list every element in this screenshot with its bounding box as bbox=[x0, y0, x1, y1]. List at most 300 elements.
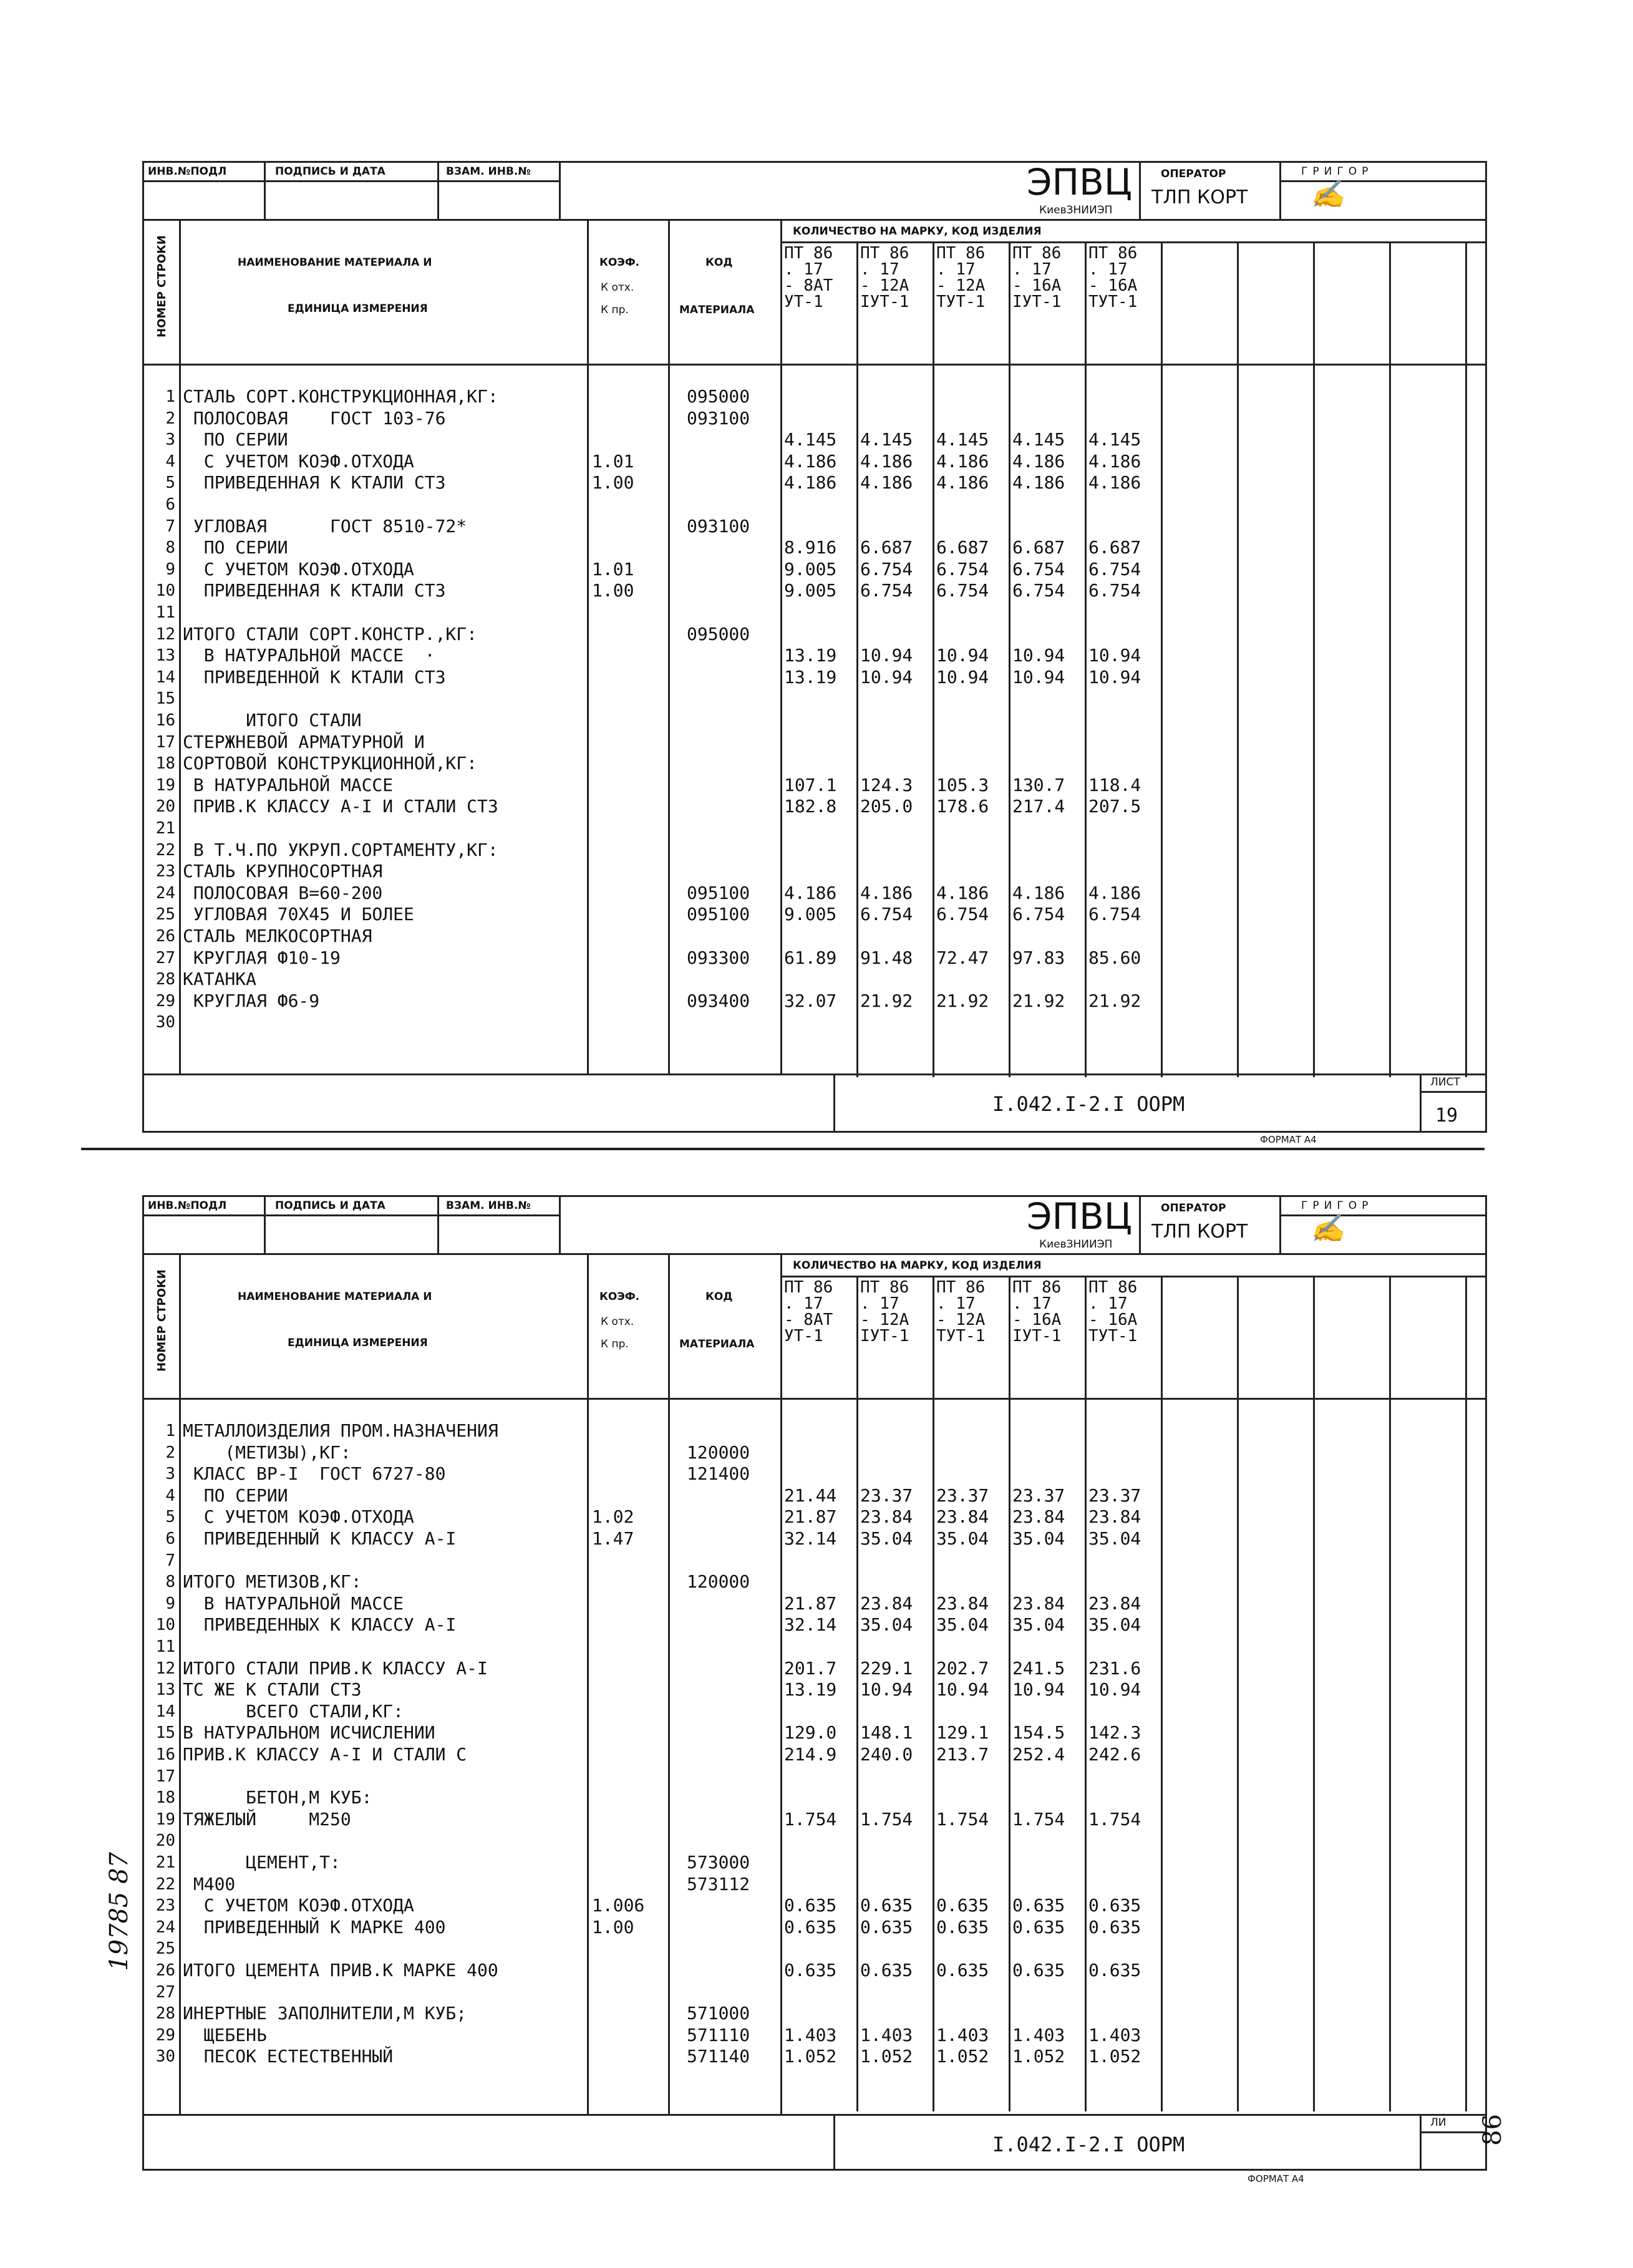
material-name: ПО СЕРИИ bbox=[183, 537, 288, 558]
quantity-cell: 6.754 bbox=[860, 904, 913, 924]
row-number: 6 bbox=[165, 1529, 175, 1548]
data-rows-2 bbox=[144, 1420, 1485, 2094]
material-header-1: НАИМЕНОВАНИЕ МАТЕРИАЛА И bbox=[238, 256, 432, 269]
material-code: 093300 bbox=[687, 947, 750, 968]
material-header-2: ЕДИНИЦА ИЗМЕРЕНИЯ bbox=[288, 303, 428, 315]
quantity-cell: 1.754 bbox=[1012, 1809, 1065, 1829]
document-number-2: I.042.I-2.I ООРМ bbox=[992, 2133, 1185, 2156]
coef-header-2b: К отх. bbox=[601, 1316, 634, 1328]
material-name: ИНЕРТНЫЕ ЗАПОЛНИТЕЛИ,М КУБ; bbox=[183, 2003, 467, 2023]
quantity-cell: 148.1 bbox=[860, 1722, 913, 1743]
org-stamp bbox=[1027, 163, 1485, 219]
quantity-cell: 4.186 bbox=[1088, 472, 1141, 493]
quantity-cell: 252.4 bbox=[1012, 1744, 1065, 1765]
quantity-cell: 23.84 bbox=[1088, 1506, 1141, 1527]
quantity-cell: 4.145 bbox=[1088, 429, 1141, 450]
row-number: 28 bbox=[155, 2004, 175, 2023]
quantity-cell: 10.94 bbox=[936, 667, 989, 687]
quantity-cell: 178.6 bbox=[936, 796, 989, 817]
mark-header-line: ПТ 86 bbox=[936, 244, 986, 263]
inv-podl-label-2: ИНВ.№ПОДЛ bbox=[148, 1199, 227, 1212]
vzam-inv-label: ВЗАМ. ИНВ.№ bbox=[446, 165, 531, 178]
material-name: СТАЛЬ СОРТ.КОНСТРУКЦИОННАЯ,КГ: bbox=[183, 386, 498, 407]
quantity-cell: 242.6 bbox=[1088, 1744, 1141, 1765]
material-name: СТАЛЬ МЕЛКОСОРТНАЯ bbox=[183, 926, 372, 946]
material-name: СТАЛЬ КРУПНОСОРТНАЯ bbox=[183, 861, 383, 881]
material-name: ПРИВ.К КЛАССУ А-I И СТАЛИ С bbox=[183, 1744, 467, 1765]
material-name: М400 bbox=[183, 1874, 236, 1894]
row-number: 29 bbox=[155, 992, 175, 1010]
quantity-cell: 4.186 bbox=[936, 472, 989, 493]
mark-header-line: - 12А bbox=[860, 1311, 909, 1329]
material-code: 095100 bbox=[687, 883, 750, 903]
mark-header-line: ПТ 86 bbox=[1088, 244, 1138, 263]
mark-header-line: ТУТ-1 bbox=[936, 293, 986, 311]
material-name: ИТОГО СТАЛИ СОРТ.КОНСТР.,КГ: bbox=[183, 624, 478, 644]
quantity-cell: 1.052 bbox=[936, 2046, 989, 2067]
quantity-cell: 21.92 bbox=[860, 991, 913, 1011]
material-name: ПРИВЕДЕННЫХ К КЛАССУ А-I bbox=[183, 1614, 457, 1635]
row-number: 23 bbox=[155, 1896, 175, 1915]
quantity-cell: 1.754 bbox=[784, 1809, 837, 1829]
code-header-2: МАТЕРИАЛА bbox=[679, 304, 755, 316]
quantity-cell: 23.84 bbox=[860, 1593, 913, 1614]
row-number: 27 bbox=[155, 949, 175, 967]
material-code: 121400 bbox=[687, 1463, 750, 1484]
quantity-cell: 21.92 bbox=[1088, 991, 1141, 1011]
coefficient: 1.01 bbox=[592, 559, 634, 579]
quantity-cell: 9.005 bbox=[784, 559, 837, 579]
material-name: В НАТУРАЛЬНОЙ МАССЕ · bbox=[183, 645, 435, 666]
quantity-cell: 118.4 bbox=[1088, 775, 1141, 795]
quantity-cell: 1.403 bbox=[1088, 2025, 1141, 2045]
row-number: 3 bbox=[165, 430, 175, 449]
row-number: 20 bbox=[155, 797, 175, 816]
quantity-cell: 9.005 bbox=[784, 904, 837, 924]
quantity-cell: 6.754 bbox=[936, 904, 989, 924]
row-number: 24 bbox=[155, 884, 175, 903]
material-name: В НАТУРАЛЬНОЙ МАССЕ bbox=[183, 1593, 404, 1614]
mark-header-line: ПТ 86 bbox=[1088, 1278, 1138, 1297]
row-number: 9 bbox=[165, 560, 175, 579]
quantity-cell: 23.84 bbox=[936, 1506, 989, 1527]
coefficient: 1.00 bbox=[592, 1917, 634, 1937]
marks-header-2 bbox=[780, 1276, 1485, 1382]
quantity-cell: 6.687 bbox=[1012, 537, 1065, 558]
mark-header-line: - 12А bbox=[936, 1311, 986, 1329]
material-name: ИТОГО СТАЛИ bbox=[183, 710, 362, 730]
mark-header-line: ПТ 86 bbox=[860, 1278, 909, 1297]
quantity-cell: 21.87 bbox=[784, 1506, 837, 1527]
quantity-cell: 142.3 bbox=[1088, 1722, 1141, 1743]
mark-header-line: - 16А bbox=[1088, 1311, 1138, 1329]
quantity-cell: 35.04 bbox=[860, 1614, 913, 1635]
quantity-cell: 0.635 bbox=[784, 1895, 837, 1916]
row-number: 17 bbox=[155, 1767, 175, 1786]
material-name: ИТОГО СТАЛИ ПРИВ.К КЛАССУ А-I bbox=[183, 1658, 488, 1679]
operator-label-2: ОПЕРАТОР bbox=[1161, 1202, 1226, 1214]
row-number: 1 bbox=[165, 387, 175, 406]
row-number: 4 bbox=[165, 452, 175, 471]
grigor-label-2: ГРИГОР bbox=[1301, 1199, 1374, 1212]
mark-header-line: ПТ 86 bbox=[1012, 1278, 1062, 1297]
quantity-cell: 35.04 bbox=[1088, 1614, 1141, 1635]
row-number: 6 bbox=[165, 495, 175, 514]
material-code: 573112 bbox=[687, 1874, 750, 1894]
material-name: ПРИВЕДЕННОЙ К КТАЛИ СТЗ bbox=[183, 667, 446, 687]
grigor-label: ГРИГОР bbox=[1301, 165, 1374, 178]
row-number: 9 bbox=[165, 1594, 175, 1613]
row-number: 19 bbox=[155, 1810, 175, 1829]
quantity-cell: 13.19 bbox=[784, 667, 837, 687]
row-number: 17 bbox=[155, 733, 175, 752]
format-label-2: ФОРМАТ А4 bbox=[1248, 2173, 1304, 2184]
material-name: С УЧЕТОМ КОЭФ.ОТХОДА bbox=[183, 1895, 414, 1916]
row-number: 26 bbox=[155, 927, 175, 946]
material-name: ПРИВЕДЕННЫЙ К МАРКЕ 400 bbox=[183, 1917, 446, 1937]
row-number: 30 bbox=[155, 1013, 175, 1032]
quantity-cell: 35.04 bbox=[1088, 1528, 1141, 1549]
material-code: 571110 bbox=[687, 2025, 750, 2045]
material-name: ТЯЖЕЛЫЙ М250 bbox=[183, 1809, 351, 1829]
vzam-inv-label-2: ВЗАМ. ИНВ.№ bbox=[446, 1199, 531, 1212]
row-number: 16 bbox=[155, 1745, 175, 1764]
quantity-cell: 0.635 bbox=[1012, 1895, 1065, 1916]
material-name: В НАТУРАЛЬНОМ ИСЧИСЛЕНИИ bbox=[183, 1722, 435, 1743]
quantity-cell: 4.186 bbox=[860, 451, 913, 472]
row-number: 28 bbox=[155, 970, 175, 989]
quantity-cell: 6.754 bbox=[860, 559, 913, 579]
quantity-cell: 231.6 bbox=[1088, 1658, 1141, 1679]
row-number: 1 bbox=[165, 1422, 175, 1440]
quantity-cell: 35.04 bbox=[1012, 1528, 1065, 1549]
quantity-cell: 4.186 bbox=[860, 472, 913, 493]
mark-header-line: IУТ-1 bbox=[1012, 293, 1062, 311]
quantity-cell: 240.0 bbox=[860, 1744, 913, 1765]
coef-header-3: К пр. bbox=[601, 304, 629, 316]
row-number: 18 bbox=[155, 1788, 175, 1807]
material-header-2b: ЕДИНИЦА ИЗМЕРЕНИЯ bbox=[288, 1337, 428, 1349]
quantity-cell: 8.916 bbox=[784, 537, 837, 558]
row-number: 18 bbox=[155, 754, 175, 773]
quantity-cell: 214.9 bbox=[784, 1744, 837, 1765]
quantity-cell: 4.186 bbox=[784, 451, 837, 472]
quantity-cell: 6.754 bbox=[1012, 580, 1065, 601]
coef-header-2: К отх. bbox=[601, 281, 634, 294]
mark-header-line: ТУТ-1 bbox=[936, 1327, 986, 1345]
quantity-cell: 21.92 bbox=[1012, 991, 1065, 1011]
quantity-cell: 0.635 bbox=[784, 1960, 837, 1980]
quantity-cell: 0.635 bbox=[936, 1917, 989, 1937]
material-name: С УЧЕТОМ КОЭФ.ОТХОДА bbox=[183, 451, 414, 472]
list-label-2: ЛИ bbox=[1430, 2116, 1446, 2129]
document-number: I.042.I-2.I ООРМ bbox=[992, 1092, 1185, 1116]
quantity-cell: 182.8 bbox=[784, 796, 837, 817]
podpis-data-label: ПОДПИСЬ И ДАТА bbox=[275, 165, 385, 178]
qty-title: КОЛИЧЕСТВО НА МАРКУ, КОД ИЗДЕЛИЯ bbox=[793, 225, 1042, 238]
row-number: 3 bbox=[165, 1465, 175, 1483]
material-code: 573000 bbox=[687, 1852, 750, 1873]
format-label-1: ФОРМАТ А4 bbox=[1260, 1134, 1317, 1145]
quantity-cell: 1.052 bbox=[1012, 2046, 1065, 2067]
quantity-cell: 23.84 bbox=[1088, 1593, 1141, 1614]
material-name: МЕТАЛЛОИЗДЕЛИЯ ПРОМ.НАЗНАЧЕНИЯ bbox=[183, 1420, 498, 1441]
quantity-cell: 0.635 bbox=[1012, 1917, 1065, 1937]
quantity-cell: 23.37 bbox=[1088, 1485, 1141, 1506]
mark-header-line: . 17 bbox=[936, 1294, 976, 1313]
row-number: 14 bbox=[155, 1702, 175, 1721]
material-name: С УЧЕТОМ КОЭФ.ОТХОДА bbox=[183, 559, 414, 579]
material-name: ПОЛОСОВАЯ ГОСТ 103-76 bbox=[183, 408, 446, 429]
quantity-cell: 1.754 bbox=[1088, 1809, 1141, 1829]
row-number: 7 bbox=[165, 1551, 175, 1570]
quantity-cell: 10.94 bbox=[1088, 1679, 1141, 1700]
quantity-cell: 4.186 bbox=[1012, 472, 1065, 493]
material-name: КРУГЛАЯ Ф6-9 bbox=[183, 991, 320, 1011]
row-number: 13 bbox=[155, 646, 175, 665]
quantity-cell: 4.186 bbox=[784, 883, 837, 903]
row-number: 8 bbox=[165, 538, 175, 557]
quantity-cell: 0.635 bbox=[936, 1960, 989, 1980]
material-code: 120000 bbox=[687, 1442, 750, 1463]
material-name: ПРИВЕДЕННАЯ К КТАЛИ СТЗ bbox=[183, 580, 446, 601]
quantity-cell: 85.60 bbox=[1088, 947, 1141, 968]
quantity-cell: 229.1 bbox=[860, 1658, 913, 1679]
quantity-cell: 35.04 bbox=[936, 1528, 989, 1549]
mark-header-line: . 17 bbox=[1012, 260, 1052, 279]
row-number: 12 bbox=[155, 1659, 175, 1678]
quantity-cell: 32.14 bbox=[784, 1528, 837, 1549]
mark-header-line: ПТ 86 bbox=[784, 244, 833, 263]
coefficient: 1.47 bbox=[592, 1528, 634, 1549]
quantity-cell: 1.052 bbox=[784, 2046, 837, 2067]
mark-header-line: - 8АТ bbox=[784, 276, 833, 295]
quantity-cell: 10.94 bbox=[1012, 667, 1065, 687]
approval-stamp-2 bbox=[144, 1197, 559, 1253]
list-number: 19 bbox=[1435, 1105, 1458, 1127]
row-number: 21 bbox=[155, 1853, 175, 1872]
form-sheet-1 bbox=[142, 161, 1487, 1133]
material-name: СТЕРЖНЕВОЙ АРМАТУРНОЙ И bbox=[183, 732, 425, 752]
quantity-cell: 10.94 bbox=[1088, 667, 1141, 687]
coef-header-3b: К пр. bbox=[601, 1338, 629, 1350]
quantity-cell: 23.37 bbox=[860, 1485, 913, 1506]
material-name: СОРТОВОЙ КОНСТРУКЦИОННОЙ,КГ: bbox=[183, 753, 478, 773]
quantity-cell: 9.005 bbox=[784, 580, 837, 601]
row-number: 14 bbox=[155, 668, 175, 687]
material-name: ТС ЖЕ К СТАЛИ СТЗ bbox=[183, 1679, 362, 1700]
material-name: ЩЕБЕНЬ bbox=[183, 2025, 267, 2045]
row-number: 12 bbox=[155, 625, 175, 644]
material-code: 571000 bbox=[687, 2003, 750, 2023]
quantity-cell: 0.635 bbox=[860, 1960, 913, 1980]
quantity-cell: 1.052 bbox=[1088, 2046, 1141, 2067]
quantity-cell: 0.635 bbox=[1012, 1960, 1065, 1980]
quantity-cell: 6.754 bbox=[936, 559, 989, 579]
row-number: 16 bbox=[155, 711, 175, 730]
row-number: 2 bbox=[165, 409, 175, 428]
quantity-cell: 10.94 bbox=[936, 1679, 989, 1700]
mark-header-line: - 12А bbox=[860, 276, 909, 295]
row-number: 26 bbox=[155, 1961, 175, 1980]
quantity-cell: 6.754 bbox=[1088, 580, 1141, 601]
quantity-cell: 217.4 bbox=[1012, 796, 1065, 817]
quantity-cell: 129.0 bbox=[784, 1722, 837, 1743]
operator-value: ТЛП КОРТ bbox=[1151, 187, 1248, 208]
quantity-cell: 6.754 bbox=[1088, 904, 1141, 924]
quantity-cell: 13.19 bbox=[784, 1679, 837, 1700]
row-number: 20 bbox=[155, 1831, 175, 1850]
quantity-cell: 0.635 bbox=[1088, 1917, 1141, 1937]
row-number: 22 bbox=[155, 1875, 175, 1894]
quantity-cell: 23.84 bbox=[860, 1506, 913, 1527]
row-number: 29 bbox=[155, 2026, 175, 2045]
quantity-cell: 10.94 bbox=[1088, 645, 1141, 666]
material-name: КАТАНКА bbox=[183, 969, 257, 989]
row-number: 19 bbox=[155, 776, 175, 795]
mark-header-line: . 17 bbox=[860, 1294, 899, 1313]
material-header-1b: НАИМЕНОВАНИЕ МАТЕРИАЛА И bbox=[238, 1291, 432, 1303]
material-code: 095000 bbox=[687, 624, 750, 644]
signature-2: ✍ bbox=[1311, 1213, 1345, 1244]
mark-header-line: . 17 bbox=[1088, 1294, 1128, 1313]
coefficient: 1.01 bbox=[592, 451, 634, 472]
row-number: 11 bbox=[155, 1637, 175, 1656]
material-name: (МЕТИЗЫ),КГ: bbox=[183, 1442, 351, 1463]
quantity-cell: 1.754 bbox=[936, 1809, 989, 1829]
material-name: ПРИВЕДЕННЫЙ К КЛАССУ А-I bbox=[183, 1528, 457, 1549]
quantity-cell: 6.754 bbox=[1088, 559, 1141, 579]
signature: ✍ bbox=[1311, 178, 1345, 210]
material-name: ПОЛОСОВАЯ В=60-200 bbox=[183, 883, 383, 903]
data-rows bbox=[144, 386, 1485, 1060]
row-no-header-2: НОМЕР СТРОКИ bbox=[155, 1269, 168, 1372]
row-number: 7 bbox=[165, 517, 175, 536]
row-number: 5 bbox=[165, 473, 175, 492]
row-number: 10 bbox=[155, 581, 175, 600]
mark-header-line: УТ-1 bbox=[784, 293, 823, 311]
quantity-cell: 23.84 bbox=[936, 1593, 989, 1614]
row-number: 8 bbox=[165, 1573, 175, 1591]
org-name-2: ЭПВЦ bbox=[1027, 1195, 1132, 1238]
page-divider bbox=[81, 1148, 1485, 1150]
row-number: 2 bbox=[165, 1443, 175, 1462]
quantity-cell: 35.04 bbox=[860, 1528, 913, 1549]
material-code: 093100 bbox=[687, 408, 750, 429]
mark-header-line: ТУТ-1 bbox=[1088, 293, 1138, 311]
org-sub: КиевЗНИИЭП bbox=[1039, 204, 1113, 216]
quantity-cell: 10.94 bbox=[860, 667, 913, 687]
material-code: 571140 bbox=[687, 2046, 750, 2067]
quantity-cell: 105.3 bbox=[936, 775, 989, 795]
quantity-cell: 35.04 bbox=[1012, 1614, 1065, 1635]
quantity-cell: 0.635 bbox=[860, 1917, 913, 1937]
row-number: 11 bbox=[155, 603, 175, 622]
quantity-cell: 4.186 bbox=[860, 883, 913, 903]
mark-header-line: IУТ-1 bbox=[860, 293, 909, 311]
mark-header-line: - 16А bbox=[1012, 276, 1062, 295]
material-name: УГЛОВАЯ 70Х45 И БОЛЕЕ bbox=[183, 904, 414, 924]
coefficient: 1.006 bbox=[592, 1895, 645, 1916]
inv-podl-label: ИНВ.№ПОДЛ bbox=[148, 165, 227, 178]
page-number-handwritten: 86 bbox=[1478, 2114, 1507, 2146]
marks-header bbox=[780, 241, 1485, 347]
quantity-cell: 6.687 bbox=[860, 537, 913, 558]
quantity-cell: 1.403 bbox=[1012, 2025, 1065, 2045]
org-name: ЭПВЦ bbox=[1027, 161, 1132, 203]
quantity-cell: 1.052 bbox=[860, 2046, 913, 2067]
material-name: ПО СЕРИИ bbox=[183, 1485, 288, 1506]
mark-header-line: ПТ 86 bbox=[860, 244, 909, 263]
mark-header-line: - 12А bbox=[936, 276, 986, 295]
material-name: УГЛОВАЯ ГОСТ 8510-72* bbox=[183, 516, 467, 536]
coef-header-1b: КОЭФ. bbox=[599, 1291, 640, 1303]
row-no-header: НОМЕР СТРОКИ bbox=[155, 235, 168, 337]
material-code: 120000 bbox=[687, 1571, 750, 1592]
quantity-cell: 35.04 bbox=[936, 1614, 989, 1635]
quantity-cell: 10.94 bbox=[936, 645, 989, 666]
mark-header-line: ПТ 86 bbox=[1012, 244, 1062, 263]
mark-header-line: - 8АТ bbox=[784, 1311, 833, 1329]
quantity-cell: 21.44 bbox=[784, 1485, 837, 1506]
quantity-cell: 213.7 bbox=[936, 1744, 989, 1765]
material-name: ЦЕМЕНТ,Т: bbox=[183, 1852, 341, 1873]
quantity-cell: 6.754 bbox=[1012, 559, 1065, 579]
row-number: 30 bbox=[155, 2047, 175, 2066]
quantity-cell: 4.186 bbox=[784, 472, 837, 493]
code-header-1: КОД bbox=[705, 256, 733, 269]
coefficient: 1.02 bbox=[592, 1506, 634, 1527]
coefficient: 1.00 bbox=[592, 472, 634, 493]
material-name: ПРИВЕДЕННАЯ К КТАЛИ СТЗ bbox=[183, 472, 446, 493]
mark-header-line: . 17 bbox=[860, 260, 899, 279]
quantity-cell: 4.186 bbox=[936, 883, 989, 903]
quantity-cell: 61.89 bbox=[784, 947, 837, 968]
mark-header-line: IУТ-1 bbox=[1012, 1327, 1062, 1345]
quantity-cell: 0.635 bbox=[860, 1895, 913, 1916]
material-name: ИТОГО ЦЕМЕНТА ПРИВ.К МАРКЕ 400 bbox=[183, 1960, 498, 1980]
row-number: 24 bbox=[155, 1918, 175, 1937]
mark-header-line: - 16А bbox=[1012, 1311, 1062, 1329]
operator-value-2: ТЛП КОРТ bbox=[1151, 1221, 1248, 1243]
material-name: ВСЕГО СТАЛИ,КГ: bbox=[183, 1701, 404, 1722]
mark-header-line: . 17 bbox=[1088, 260, 1128, 279]
material-name: ПО СЕРИИ bbox=[183, 429, 288, 450]
quantity-cell: 154.5 bbox=[1012, 1722, 1065, 1743]
row-number: 21 bbox=[155, 819, 175, 838]
quantity-cell: 4.145 bbox=[860, 429, 913, 450]
quantity-cell: 10.94 bbox=[860, 1679, 913, 1700]
quantity-cell: 4.145 bbox=[784, 429, 837, 450]
quantity-cell: 32.07 bbox=[784, 991, 837, 1011]
quantity-cell: 6.754 bbox=[860, 580, 913, 601]
quantity-cell: 6.687 bbox=[936, 537, 989, 558]
row-number: 25 bbox=[155, 905, 175, 924]
material-code: 093400 bbox=[687, 991, 750, 1011]
row-number: 13 bbox=[155, 1680, 175, 1699]
quantity-cell: 23.84 bbox=[1012, 1593, 1065, 1614]
row-number: 22 bbox=[155, 841, 175, 860]
row-number: 5 bbox=[165, 1508, 175, 1526]
quantity-cell: 0.635 bbox=[1088, 1895, 1141, 1916]
inventory-handwritten: 19785 87 bbox=[105, 1852, 133, 1971]
material-name: БЕТОН,М КУБ: bbox=[183, 1787, 372, 1808]
quantity-cell: 10.94 bbox=[1012, 645, 1065, 666]
qty-title-2: КОЛИЧЕСТВО НА МАРКУ, КОД ИЗДЕЛИЯ bbox=[793, 1259, 1042, 1272]
coefficient: 1.00 bbox=[592, 580, 634, 601]
mark-header-line: - 16А bbox=[1088, 276, 1138, 295]
quantity-cell: 6.754 bbox=[1012, 904, 1065, 924]
